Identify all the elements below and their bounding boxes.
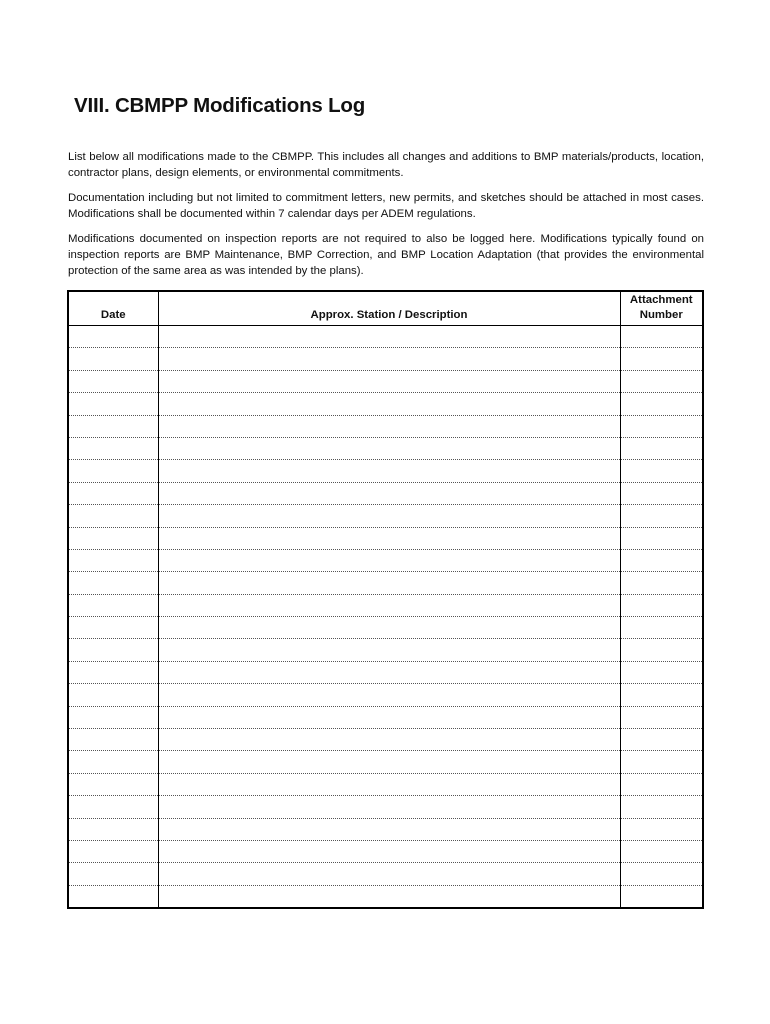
date-cell[interactable] bbox=[68, 706, 158, 728]
attachment-number-cell[interactable] bbox=[620, 527, 703, 549]
table-row bbox=[68, 482, 703, 504]
attachment-number-cell[interactable] bbox=[620, 639, 703, 661]
date-cell[interactable] bbox=[68, 639, 158, 661]
attachment-number-cell[interactable] bbox=[620, 706, 703, 728]
attachment-number-cell[interactable] bbox=[620, 437, 703, 459]
table-row bbox=[68, 370, 703, 392]
date-cell[interactable] bbox=[68, 594, 158, 616]
description-cell[interactable] bbox=[158, 370, 620, 392]
table-row bbox=[68, 706, 703, 728]
table-row bbox=[68, 527, 703, 549]
date-cell[interactable] bbox=[68, 796, 158, 818]
instruction-paragraph-2: Documentation including but not limited to commitment letters, new permits, and sketches should be attached in most cases. Modifications shall be documented within 7 calendar days per ADEM regulations. bbox=[68, 192, 704, 220]
attachment-number-cell[interactable] bbox=[620, 594, 703, 616]
date-cell[interactable] bbox=[68, 505, 158, 527]
attachment-number-cell[interactable] bbox=[620, 617, 703, 639]
attachment-number-cell[interactable] bbox=[620, 729, 703, 751]
table-row bbox=[68, 818, 703, 840]
description-cell[interactable] bbox=[158, 863, 620, 885]
date-cell[interactable] bbox=[68, 370, 158, 392]
description-cell[interactable] bbox=[158, 594, 620, 616]
table-row bbox=[68, 460, 703, 482]
table-row bbox=[68, 393, 703, 415]
description-cell[interactable] bbox=[158, 415, 620, 437]
description-cell[interactable] bbox=[158, 773, 620, 795]
table-row bbox=[68, 505, 703, 527]
attachment-number-cell[interactable] bbox=[620, 326, 703, 348]
table-header-row bbox=[68, 291, 703, 326]
date-cell[interactable] bbox=[68, 415, 158, 437]
description-cell[interactable] bbox=[158, 460, 620, 482]
attachment-number-cell[interactable] bbox=[620, 840, 703, 862]
table-row bbox=[68, 796, 703, 818]
table-row bbox=[68, 840, 703, 862]
table-row bbox=[68, 594, 703, 616]
date-cell[interactable] bbox=[68, 684, 158, 706]
description-cell[interactable] bbox=[158, 796, 620, 818]
instruction-paragraph-1: List below all modifications made to the CBMPP. This includes all changes and additions to BMP materials/products, location, contractor plans, design elements, or environmental commitments. bbox=[68, 151, 704, 179]
description-cell[interactable] bbox=[158, 348, 620, 370]
description-cell[interactable] bbox=[158, 617, 620, 639]
attachment-number-cell[interactable] bbox=[620, 505, 703, 527]
table-row bbox=[68, 348, 703, 370]
description-cell[interactable] bbox=[158, 751, 620, 773]
table-row bbox=[68, 572, 703, 594]
table-row bbox=[68, 549, 703, 571]
attachment-number-cell[interactable] bbox=[620, 661, 703, 683]
description-cell[interactable] bbox=[158, 684, 620, 706]
description-cell[interactable] bbox=[158, 729, 620, 751]
date-cell[interactable] bbox=[68, 773, 158, 795]
attachment-number-cell[interactable] bbox=[620, 684, 703, 706]
date-cell[interactable] bbox=[68, 348, 158, 370]
attachment-number-cell[interactable] bbox=[620, 572, 703, 594]
header-attachment-line2: Number bbox=[639, 309, 683, 321]
description-cell[interactable] bbox=[158, 706, 620, 728]
description-cell[interactable] bbox=[158, 393, 620, 415]
attachment-number-cell[interactable] bbox=[620, 348, 703, 370]
attachment-number-cell[interactable] bbox=[620, 885, 703, 908]
table-row bbox=[68, 773, 703, 795]
date-cell[interactable] bbox=[68, 527, 158, 549]
header-date: Date bbox=[68, 291, 158, 326]
date-cell[interactable] bbox=[68, 549, 158, 571]
attachment-number-cell[interactable] bbox=[620, 773, 703, 795]
header-attachment-line1: Attachment bbox=[629, 294, 693, 306]
attachment-number-cell[interactable] bbox=[620, 796, 703, 818]
attachment-number-cell[interactable] bbox=[620, 549, 703, 571]
table-row bbox=[68, 885, 703, 908]
description-cell[interactable] bbox=[158, 885, 620, 908]
modifications-log-table bbox=[67, 290, 704, 909]
table-row bbox=[68, 639, 703, 661]
attachment-number-cell[interactable] bbox=[620, 393, 703, 415]
description-cell[interactable] bbox=[158, 639, 620, 661]
attachment-number-cell[interactable] bbox=[620, 460, 703, 482]
table-row bbox=[68, 415, 703, 437]
table-row bbox=[68, 729, 703, 751]
description-cell[interactable] bbox=[158, 549, 620, 571]
description-cell[interactable] bbox=[158, 505, 620, 527]
date-cell[interactable] bbox=[68, 818, 158, 840]
description-cell[interactable] bbox=[158, 840, 620, 862]
date-cell[interactable] bbox=[68, 751, 158, 773]
table-body bbox=[68, 326, 703, 909]
table-row bbox=[68, 661, 703, 683]
attachment-number-cell[interactable] bbox=[620, 482, 703, 504]
attachment-number-cell[interactable] bbox=[620, 751, 703, 773]
date-cell[interactable] bbox=[68, 885, 158, 908]
attachment-number-cell[interactable] bbox=[620, 370, 703, 392]
table-row bbox=[68, 684, 703, 706]
instruction-paragraph-3: Modifications documented on inspection reports are not required to also be logged here. Modifications typically found on inspection reports are BMP Maintenance, BMP Correction, and BMP Location Adaptation (that provides the environmental protection of the same area as was intended by the plans). bbox=[68, 233, 704, 277]
date-cell[interactable] bbox=[68, 326, 158, 348]
description-cell[interactable] bbox=[158, 482, 620, 504]
attachment-number-cell[interactable] bbox=[620, 863, 703, 885]
instructions bbox=[68, 149, 704, 288]
date-cell[interactable] bbox=[68, 460, 158, 482]
table-row bbox=[68, 863, 703, 885]
table-row bbox=[68, 617, 703, 639]
table-row bbox=[68, 437, 703, 459]
date-cell[interactable] bbox=[68, 729, 158, 751]
date-cell[interactable] bbox=[68, 482, 158, 504]
description-cell[interactable] bbox=[158, 527, 620, 549]
date-cell[interactable] bbox=[68, 840, 158, 862]
page-title: VIII. CBMPP Modifications Log bbox=[74, 94, 366, 117]
description-cell[interactable] bbox=[158, 661, 620, 683]
table-row bbox=[68, 326, 703, 348]
header-attachment-number bbox=[620, 291, 703, 326]
description-cell[interactable] bbox=[158, 437, 620, 459]
date-cell[interactable] bbox=[68, 572, 158, 594]
date-cell[interactable] bbox=[68, 661, 158, 683]
description-cell[interactable] bbox=[158, 326, 620, 348]
date-cell[interactable] bbox=[68, 393, 158, 415]
table-row bbox=[68, 751, 703, 773]
description-cell[interactable] bbox=[158, 572, 620, 594]
date-cell[interactable] bbox=[68, 437, 158, 459]
attachment-number-cell[interactable] bbox=[620, 415, 703, 437]
description-cell[interactable] bbox=[158, 818, 620, 840]
date-cell[interactable] bbox=[68, 863, 158, 885]
attachment-number-cell[interactable] bbox=[620, 818, 703, 840]
date-cell[interactable] bbox=[68, 617, 158, 639]
header-description: Approx. Station / Description bbox=[158, 291, 620, 326]
